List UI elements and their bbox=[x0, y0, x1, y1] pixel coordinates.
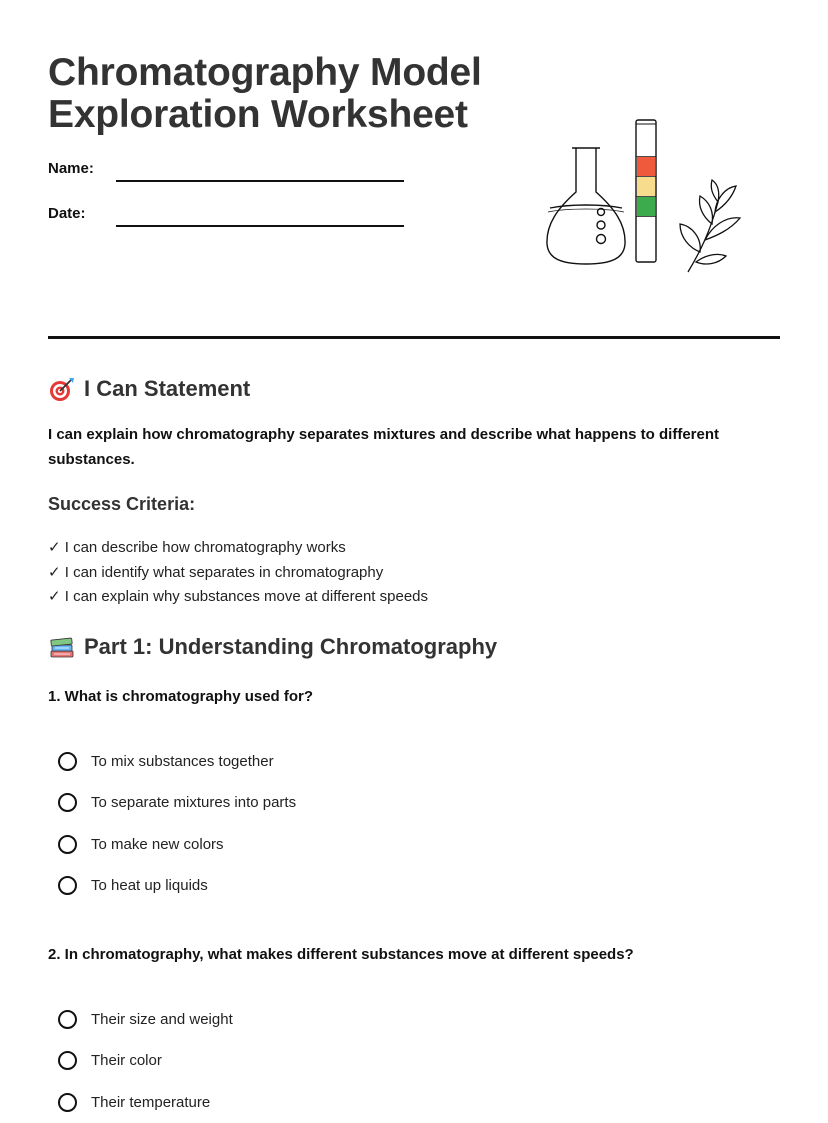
success-criteria-list bbox=[48, 536, 428, 610]
i-can-heading-text: I Can Statement bbox=[84, 376, 251, 401]
radio-circle-icon[interactable] bbox=[58, 876, 77, 895]
band-green bbox=[637, 197, 655, 216]
leaf-icon bbox=[680, 180, 740, 272]
question-1-option[interactable] bbox=[58, 741, 296, 782]
date-label: Date: bbox=[48, 205, 86, 222]
flask-icon bbox=[547, 148, 625, 264]
target-dart-icon bbox=[48, 375, 76, 403]
criteria-item: ✓ I can explain why substances move at different speeds bbox=[48, 588, 429, 605]
date-field-row bbox=[48, 205, 408, 235]
chromatography-column-icon bbox=[636, 120, 656, 262]
date-field[interactable] bbox=[116, 225, 404, 227]
band-yellow bbox=[637, 177, 655, 196]
name-field[interactable] bbox=[116, 180, 404, 182]
radio-circle-icon[interactable] bbox=[58, 793, 77, 812]
page-title: Chromatography Model Exploration Worksheet bbox=[48, 51, 482, 136]
question-1-option[interactable] bbox=[58, 865, 296, 906]
section-divider bbox=[48, 336, 780, 339]
i-can-statement: I can explain how chromatography separates mixtures and describe what happens to different substances. bbox=[48, 426, 720, 468]
part1-heading-text: Part 1: Understanding Chromatography bbox=[84, 634, 498, 659]
criteria-item: ✓ I can identify what separates in chromatography bbox=[48, 563, 384, 581]
success-criteria-heading: Success Criteria: bbox=[48, 494, 196, 514]
i-can-heading bbox=[48, 375, 250, 403]
radio-circle-icon[interactable] bbox=[58, 1051, 77, 1070]
question-1-option[interactable] bbox=[58, 782, 296, 823]
chromatography-illustration bbox=[540, 112, 760, 282]
name-field-row bbox=[48, 160, 408, 190]
option-label: Their temperature bbox=[91, 1093, 211, 1111]
radio-circle-icon[interactable] bbox=[58, 1093, 77, 1112]
question-2-options bbox=[58, 999, 233, 1123]
option-label: To mix substances together bbox=[91, 753, 274, 771]
question-2-prompt: 2. In chromatography, what makes different substances move at different speeds? bbox=[48, 946, 634, 963]
option-label: To separate mixtures into parts bbox=[91, 794, 297, 812]
option-label: Their size and weight bbox=[91, 1011, 233, 1029]
question-1-options bbox=[58, 741, 296, 906]
question-2-option[interactable] bbox=[58, 1040, 233, 1081]
radio-circle-icon[interactable] bbox=[58, 1010, 77, 1029]
question-1-option[interactable] bbox=[58, 824, 296, 865]
option-label: To make new colors bbox=[91, 835, 224, 853]
question-1-prompt: 1. What is chromatography used for? bbox=[48, 688, 314, 705]
question-2-option[interactable] bbox=[58, 999, 233, 1040]
question-2-option[interactable] bbox=[58, 1082, 233, 1123]
band-red bbox=[637, 157, 655, 176]
part1-heading bbox=[48, 633, 497, 661]
radio-circle-icon[interactable] bbox=[58, 752, 77, 771]
name-label: Name: bbox=[48, 160, 94, 177]
radio-circle-icon[interactable] bbox=[58, 835, 77, 854]
option-label: To heat up liquids bbox=[91, 877, 208, 895]
criteria-item: ✓ I can describe how chromatography works bbox=[48, 539, 346, 556]
books-icon bbox=[48, 633, 76, 661]
option-label: Their color bbox=[91, 1052, 162, 1070]
